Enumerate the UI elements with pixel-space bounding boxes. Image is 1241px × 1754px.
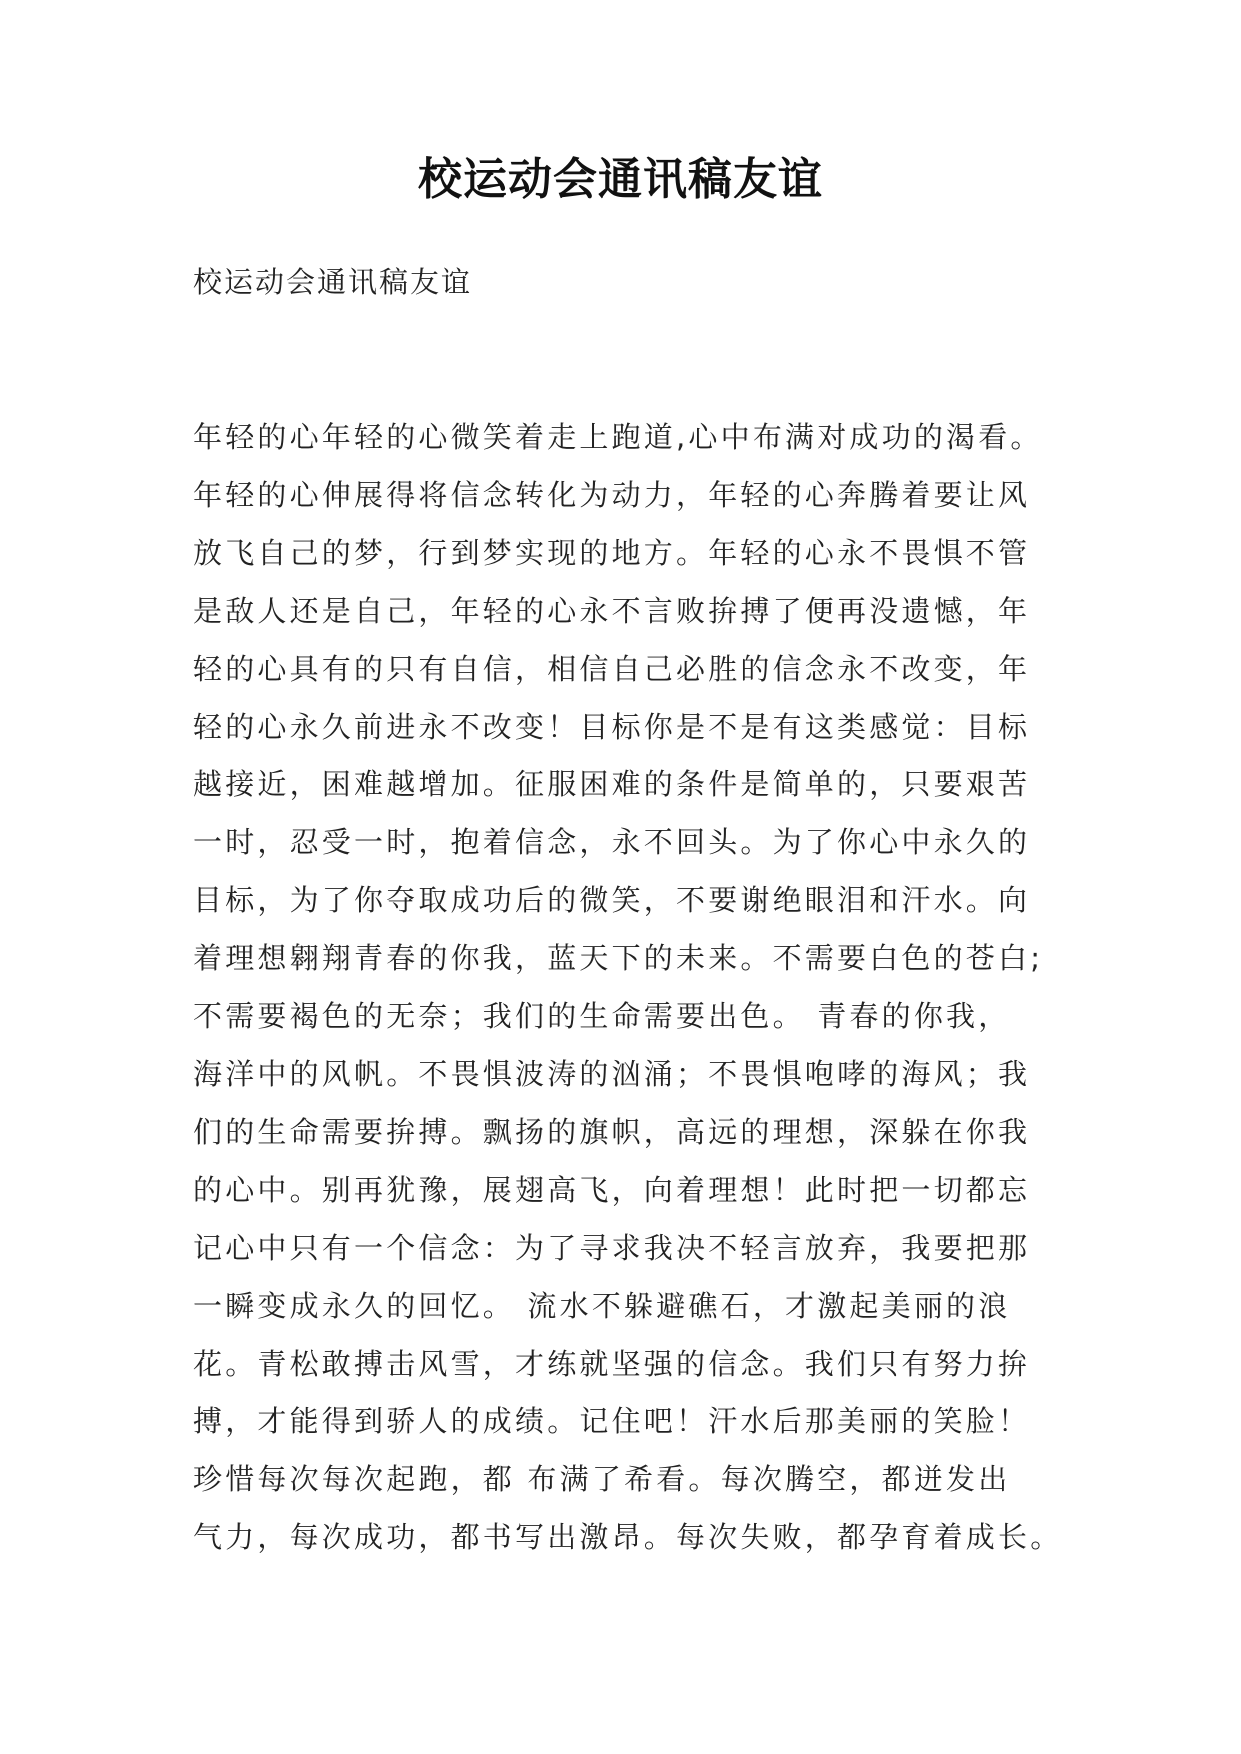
body-line: 年轻的心年轻的心微笑着走上跑道,心中布满对成功的渴看。 <box>193 420 1043 454</box>
body-line: 的心中。别再犹豫，展翅高飞，向着理想！此时把一切都忘 <box>193 1172 1031 1207</box>
body-line: 年轻的心伸展得将信念转化为动力，年轻的心奔腾着要让风 <box>193 477 1031 512</box>
body-line: 轻的心永久前进永不改变！目标你是不是有这类感觉：目标 <box>193 709 1031 744</box>
document-title: 校运动会通讯稿友谊 <box>418 154 823 205</box>
body-line: 是敌人还是自己，年轻的心永不言败拚搏了便再没遗憾，年 <box>193 593 1031 628</box>
body-line: 珍惜每次每次起跑，都 布满了希看。每次腾空，都迸发出 <box>193 1462 1011 1497</box>
body-line: 气力，每次成功，都书写出激昂。每次失败，都孕育着成长。 <box>193 1520 1063 1555</box>
body-line: 们的生命需要拚搏。飘扬的旗帜，高远的理想，深躲在你我 <box>193 1114 1031 1149</box>
body-line: 搏，才能得到骄人的成绩。记住吧！汗水后那美丽的笑脸！ <box>193 1404 1031 1439</box>
body-line: 一瞬变成永久的回忆。 流水不躲避礁石，才激起美丽的浪 <box>193 1288 1011 1323</box>
body-line: 花。青松敢搏击风雪，才练就坚强的信念。我们只有努力拚 <box>193 1346 1031 1381</box>
document-body <box>193 409 1093 1567</box>
body-line: 不需要褐色的无奈；我们的生命需要出色。 青春的你我， <box>193 999 1011 1034</box>
body-line: 轻的心具有的只有自信，相信自己必胜的信念永不改变，年 <box>193 651 1031 686</box>
body-line: 越接近，困难越增加。征服困难的条件是简单的，只要艰苦 <box>193 767 1031 802</box>
body-line: 着理想翱翔青春的你我，蓝天下的未来。不需要白色的苍白; <box>193 941 1044 976</box>
document-subtitle: 校运动会通讯稿友谊 <box>193 265 473 299</box>
body-line: 放飞自己的梦，行到梦实现的地方。年轻的心永不畏惧不管 <box>193 535 1031 570</box>
body-line: 记心中只有一个信念：为了寻求我决不轻言放弃，我要把那 <box>193 1230 1031 1265</box>
body-line: 海洋中的风帆。不畏惧波涛的汹涌；不畏惧咆哮的海风；我 <box>193 1056 1031 1091</box>
body-line: 一时，忍受一时，抱着信念，永不回头。为了你心中永久的 <box>193 825 1031 860</box>
body-line: 目标，为了你夺取成功后的微笑，不要谢绝眼泪和汗水。向 <box>193 883 1031 918</box>
